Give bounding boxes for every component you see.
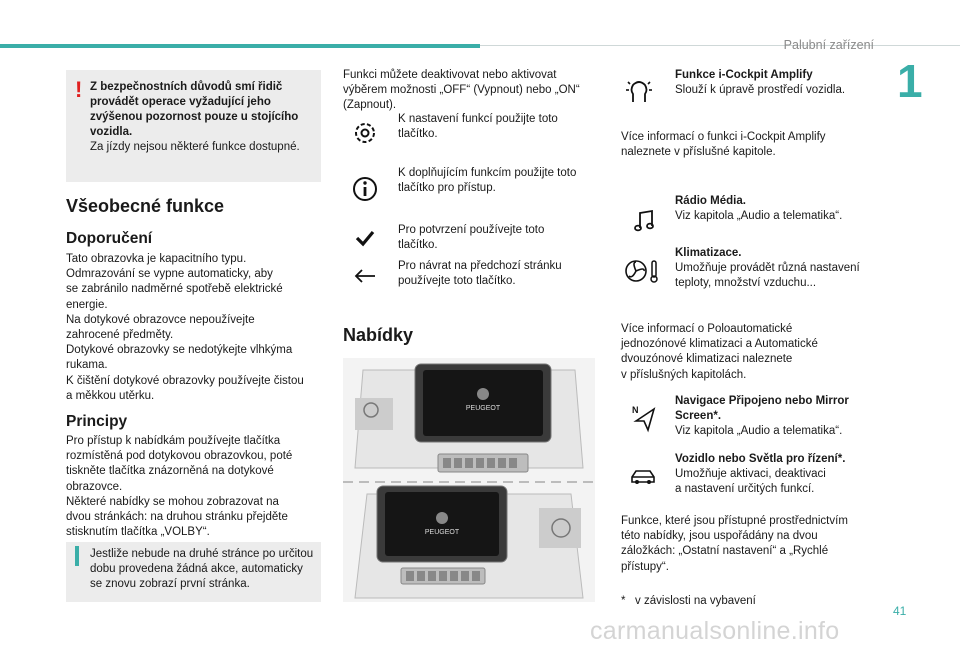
header-rule [480,45,960,46]
text-line: a nastavení určitých funkcí. [675,483,815,496]
text-line: Některé nabídky se mohou zobrazovat na [66,495,279,508]
climate-item [675,246,905,292]
text-line: Dotykové obrazovky se nedotýkejte vlhkýma [66,344,293,357]
menus-heading: Nabídky [343,325,414,345]
text-line: Více informací o Poloautomatické [621,323,793,335]
general-functions-heading: Všeobecné funkce [66,196,225,216]
dashboard-illustration [343,358,595,602]
vehicle-item [675,452,905,498]
radio-title: Rádio Média. [675,195,746,207]
navigation-text: Viz kapitola „Audio a telematika“. [675,425,843,438]
text-line: Funkci můžete deaktivovat nebo aktivovat [343,69,557,81]
text-line: tlačítko. [398,128,438,141]
footnote: * v závislosti na vybavení [621,595,756,607]
checkmark-icon [350,223,380,253]
text-line: tlačítko. [398,239,438,252]
text-line: rozmístěná pod dotykovou obrazovkou, poté [66,450,293,463]
brand-label-top: PEUGEOT [465,405,501,412]
text-line: používejte toto tlačítko. [398,275,516,288]
text-line: v příslušných kapitolách. [621,368,747,381]
chapter-number: 1 [897,55,923,107]
warning-bold-text: Z bezpečnostních důvodů smí řidič provádět operace vyžadující jeho zvýšenou pozornost pouze u stojícího vozidla. [90,81,299,138]
back-button-text [398,259,598,289]
text-line: Pro přístup k nabídkám používejte tlačítka [66,435,281,447]
settings-button-text [398,112,598,142]
intro-text [343,68,603,114]
text-line: obrazovce. [66,480,123,493]
text-line: Na dotykové obrazovce nepoužívejte [66,313,255,326]
navigation-title: Screen*. [675,410,722,423]
text-line: záložkách: „Ostatní nastavení“ a „Rychlé [621,545,829,558]
radio-item [675,194,905,224]
text-line: výběrem možnosti „OFF“ (Vypnout) nebo „ON“ [343,84,580,97]
svg-text:N: N [632,405,639,415]
fan-temperature-icon [624,256,660,286]
warning-exclamation-icon: ! [75,77,83,102]
warning-normal-text: Za jízdy nejsou některé funkce dostupné. [90,141,300,153]
navigation-icon [630,403,660,433]
cockpit-more-text [621,130,891,160]
principles-text [66,434,326,540]
car-icon [628,462,658,492]
text-line: tlačítko pro přístup. [398,182,496,195]
text-line: Jestliže nebude na druhé stránce po určitou [90,548,314,560]
text-line: Tato obrazovka je kapacitního typu. [66,253,247,265]
back-arrow-icon [350,261,380,291]
watermark: carmanualsonline.info [590,617,840,645]
text-line: Pro návrat na předchozí stránku [398,260,562,272]
text-line: a měkkou utěrku. [66,389,155,402]
text-line: dobu provedena žádná akce, automaticky [90,563,303,575]
text-line: teploty, množství vzduchu... [675,277,817,290]
text-line: K čištění dotykové obrazovky používejte čistou [66,374,304,387]
text-line: se zabránilo nadměrné spotřebě elektrické [66,283,283,296]
confirm-button-text [398,223,598,253]
radio-text: Viz kapitola „Audio a telematika“. [675,210,843,223]
climate-more-text [621,322,891,383]
page-number: 41 [893,604,907,618]
cockpit-text: Slouží k úpravě prostředí vozidla. [675,84,846,97]
text-line: přístupy“. [621,560,669,573]
dashboard-drawing [343,358,595,602]
navigation-title: Navigace Připojeno nebo Mirror [675,395,849,407]
text-line: Umožňuje provádět různá nastavení [675,262,860,275]
text-line: dvouzónové klimatizaci naleznete [621,353,793,366]
text-line: tiskněte tlačítka znázorněná na dotykové [66,465,274,478]
cockpit-item [675,68,905,98]
cockpit-title: Funkce i-Cockpit Amplify [675,69,813,81]
text-line: K doplňujícím funkcím použijte toto [398,167,577,179]
music-note-icon [630,206,660,236]
text-line: Funkce, které jsou přístupné prostřednictvím [621,515,848,527]
note-text [90,547,316,592]
vehicle-title: Vozidlo nebo Světla pro řízení*. [675,453,846,465]
recommendations-heading: Doporučení [66,230,153,247]
warning-text [90,80,315,155]
info-button-text [398,166,598,196]
text-line: K nastavení funkcí použijte toto [398,113,558,125]
tabs-text [621,514,891,575]
person-amplify-icon [624,76,654,106]
text-line: (Zapnout). [343,99,397,112]
section-title: Palubní zařízení [783,38,874,52]
text-line: rukama. [66,359,108,372]
climate-title: Klimatizace. [675,247,742,259]
text-line: zahrocené předměty. [66,329,174,342]
text-line: Umožňuje aktivaci, deaktivaci [675,468,826,481]
recommendations-text [66,252,326,404]
text-line: energie. [66,298,108,311]
brand-label-bottom: PEUGEOT [424,529,460,536]
text-line: se znovu zobrazí první stránka. [90,578,250,590]
text-line: Odmrazování se vypne automaticky, aby [66,268,273,281]
note-marker-icon [75,546,79,566]
text-line: této nabídky, jsou uspořádány na dvou [621,530,818,543]
text-line: dvou stránkách: na druhou stránku přejděte [66,511,288,524]
principles-heading: Principy [66,413,128,430]
text-line: naleznete v příslušné kapitole. [621,146,776,159]
text-line: Více informací o funkci i-Cockpit Amplify [621,131,826,143]
info-icon [350,174,380,204]
gear-icon [350,118,380,148]
text-line: jednozónové klimatizaci a Automatické [621,338,818,351]
text-line: Pro potvrzení používejte toto [398,224,545,236]
navigation-item [675,394,905,440]
header-accent-bar [0,44,480,48]
text-line: stisknutím tlačítka „VOLBY“. [66,526,210,539]
